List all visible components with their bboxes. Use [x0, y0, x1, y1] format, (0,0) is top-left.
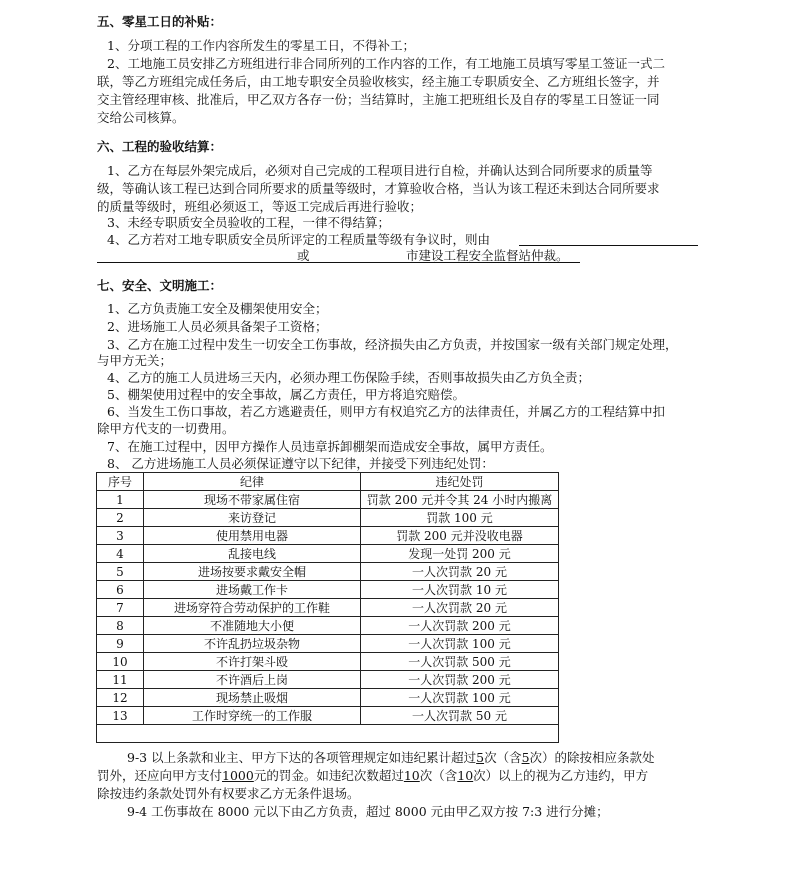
row-rule: 不许打架斗殴	[144, 653, 361, 671]
s7-line-10: 8、 乙方进场施工人员必须保证遵守以下纪律，并接受下列违纪处罚：	[107, 456, 494, 471]
row-index: 7	[97, 599, 144, 617]
row-index: 12	[97, 689, 144, 707]
violation-limit-2: 5	[521, 750, 530, 765]
row-index: 9	[97, 635, 144, 653]
row-rule: 工作时穿统一的工作服	[144, 707, 361, 725]
row-index: 1	[97, 491, 144, 509]
s5-line-3: 联，等乙方班组完成任务后，由工地专职安全员验收核实，经主施工专职质安全、乙方班组长签字，并	[97, 74, 660, 89]
s7-line-9: 7、在施工过程中，因甲方操作人员违章拆卸棚架而造成安全事故，属甲方责任。	[107, 439, 553, 454]
p93-line-3: 除按违约条款处罚外有权要求乙方无条件退场。	[97, 786, 360, 801]
p93-line-1: 9-3 以上条款和业主、甲方下达的各项管理规定如违纪累计超过5次（含5次）的除按相应条款处	[127, 750, 655, 765]
row-rule: 不准随地大小便	[144, 617, 361, 635]
violation-limit-1: 5	[476, 750, 485, 765]
table-row	[97, 545, 559, 563]
row-index: 3	[97, 527, 144, 545]
s7-line-8: 除甲方代支的一切费用。	[97, 421, 235, 436]
s5-line-1: 1、分项工程的工作内容所发生的零星工日，不得补工；	[107, 38, 415, 53]
row-penalty: 一人次罚款 20 元	[361, 563, 559, 581]
header-rule: 纪律	[144, 473, 361, 491]
row-rule: 现场禁止吸烟	[144, 689, 361, 707]
discipline-table	[96, 472, 559, 743]
row-index: 2	[97, 509, 144, 527]
row-penalty: 发现一处罚 200 元	[361, 545, 559, 563]
row-penalty: 一人次罚款 500 元	[361, 653, 559, 671]
row-rule: 不许酒后上岗	[144, 671, 361, 689]
section-heading-6: 六、工程的验收结算：	[97, 139, 223, 154]
breach-limit-1: 10	[403, 768, 420, 783]
s5-line-4: 交主管经理审核、批准后，甲乙双方各存一份；当结算时，主施工把班组长及自存的零星工日签证一同	[97, 92, 660, 107]
table-row	[97, 689, 559, 707]
row-rule: 进场按要求戴安全帽	[144, 563, 361, 581]
table-row	[97, 617, 559, 635]
section-heading-5: 五、零星工日的补贴：	[97, 14, 223, 29]
table-body	[97, 491, 559, 743]
s7-line-1: 1、乙方负责施工安全及棚架使用安全；	[107, 301, 328, 316]
row-rule: 乱接电线	[144, 545, 361, 563]
row-index: 10	[97, 653, 144, 671]
table-row	[97, 563, 559, 581]
table-row	[97, 707, 559, 725]
row-penalty: 罚款 200 元并没收电器	[361, 527, 559, 545]
s7-line-3: 3、乙方在施工过程中发生一切安全工伤事故，经济损失由乙方负责，并按国家一级有关部门规定处理，	[107, 337, 678, 352]
row-index: 13	[97, 707, 144, 725]
row-rule: 来访登记	[144, 509, 361, 527]
s7-line-2: 2、进场施工人员必须具备架子工资格；	[107, 319, 328, 334]
s6-line-5: 4、乙方若对工地专职质安全员所评定的工程质量等级有争议时，则由	[107, 232, 490, 247]
s6-line-1: 1、乙方在每层外架完成后，必须对自己完成的工程项目进行自检，并确认达到合同所要求的质量等	[107, 163, 653, 178]
table-row	[97, 509, 559, 527]
s6-line-2: 级，等确认该工程已达到合同所要求的质量等级时，才算验收合格，当认为该工程还未到达合同所要求	[97, 181, 660, 196]
row-index: 5	[97, 563, 144, 581]
p94-line: 9-4 工伤事故在 8000 元以下由乙方负责，超过 8000 元由甲乙双方按 7:3 进行分摊；	[127, 804, 609, 819]
empty-cell	[97, 725, 559, 743]
table-row	[97, 599, 559, 617]
arbitration-blank-1	[519, 245, 698, 246]
row-penalty: 罚款 100 元	[361, 509, 559, 527]
row-rule: 现场不带家属住宿	[144, 491, 361, 509]
s6-line-4: 3、未经专职质安全员验收的工程，一律不得结算；	[107, 215, 390, 230]
row-penalty: 一人次罚款 100 元	[361, 635, 559, 653]
row-index: 4	[97, 545, 144, 563]
row-index: 6	[97, 581, 144, 599]
row-penalty: 一人次罚款 200 元	[361, 671, 559, 689]
s7-line-4: 与甲方无关；	[97, 353, 173, 368]
row-index: 11	[97, 671, 144, 689]
s6-or-text: 或	[297, 248, 310, 263]
row-rule: 不许乱扔垃圾杂物	[144, 635, 361, 653]
s7-line-5: 4、乙方的施工人员进场三天内，必须办理工伤保险手续，否则事故损失由乙方负全责；	[107, 370, 590, 385]
s5-line-2: 2、工地施工员安排乙方班组进行非合同所列的工作内容的工作，有工地施工员填写零星工签证一式二	[107, 56, 665, 71]
row-penalty: 一人次罚款 100 元	[361, 689, 559, 707]
s6-arbitration-text: 市建设工程安全监督站仲裁。	[406, 248, 569, 263]
row-penalty: 一人次罚款 20 元	[361, 599, 559, 617]
table-row	[97, 653, 559, 671]
fine-amount: 1000	[222, 768, 254, 783]
table-row	[97, 671, 559, 689]
s7-line-7: 6、当发生工伤口事故，若乙方逃避责任，则甲方有权追究乙方的法律责任，并属乙方的工程结算中扣	[107, 404, 665, 419]
row-penalty: 罚款 200 元并令其 24 小时内搬离	[361, 491, 559, 509]
s5-line-5: 交给公司核算。	[97, 110, 185, 125]
table-empty-row	[97, 725, 559, 743]
row-penalty: 一人次罚款 10 元	[361, 581, 559, 599]
p93-line-2: 罚外，还应向甲方支付1000元的罚金。如违纪次数超过10次（含10次）以上的视为乙方违约，甲方	[97, 768, 649, 783]
table-row	[97, 581, 559, 599]
s7-line-6: 5、棚架使用过程中的安全事故，属乙方责任，甲方将追究赔偿。	[107, 387, 465, 402]
table-header-row	[97, 473, 559, 491]
s6-line-3: 的质量等级时，班组必须返工，等返工完成后再进行验收；	[97, 199, 423, 214]
row-rule: 使用禁用电器	[144, 527, 361, 545]
row-penalty: 一人次罚款 50 元	[361, 707, 559, 725]
header-penalty: 违纪处罚	[361, 473, 559, 491]
row-index: 8	[97, 617, 144, 635]
breach-limit-2: 10	[457, 768, 474, 783]
table-row	[97, 635, 559, 653]
table-row	[97, 491, 559, 509]
table-row	[97, 527, 559, 545]
row-rule: 进场穿符合劳动保护的工作鞋	[144, 599, 361, 617]
row-rule: 进场戴工作卡	[144, 581, 361, 599]
header-index: 序号	[97, 473, 144, 491]
row-penalty: 一人次罚款 200 元	[361, 617, 559, 635]
section-heading-7: 七、安全、文明施工：	[97, 278, 223, 293]
